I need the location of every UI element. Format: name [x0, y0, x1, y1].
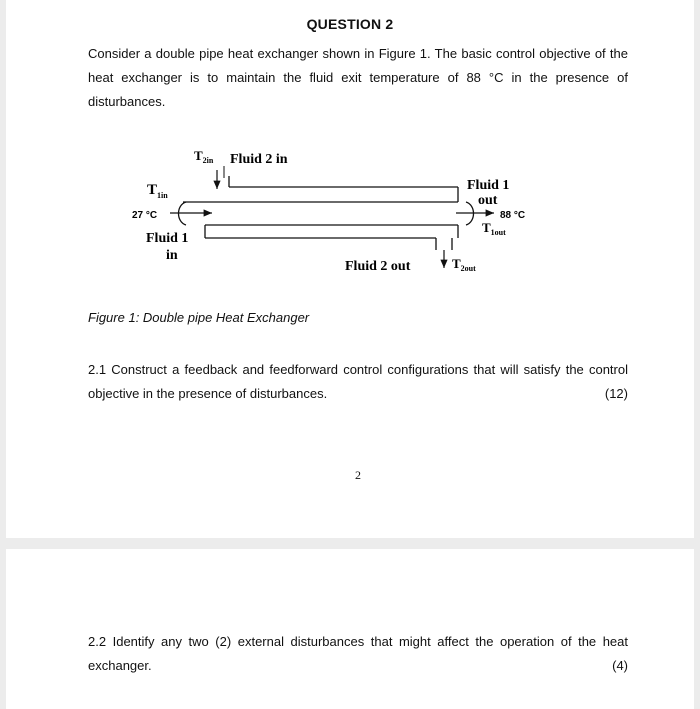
fluid1-in-label-line2: in [166, 248, 178, 263]
fluid1-out-label-line1: Fluid 1 [467, 178, 510, 193]
question-2-1-text: 2.1 Construct a feedback and feedforward control configurations that will satisfy the control objective in the presence of disturbances. [88, 362, 628, 401]
question-2-2 [88, 630, 628, 678]
figure-caption: Figure 1: Double pipe Heat Exchanger [88, 310, 310, 325]
t1in-label: $T_{1in}$ [147, 182, 168, 200]
question-2-1 [88, 358, 628, 406]
question-2-2-text: 2.2 Identify any two (2) external disturbances that might affect the operation of the heat exchanger. [88, 634, 628, 673]
inlet-temperature: 27 °C [132, 210, 158, 221]
fluid1-out-label-line2: out [478, 193, 498, 208]
question-intro: Consider a double pipe heat exchanger shown in Figure 1. The basic control objective of the heat exchanger is to maintain the fluid exit temperature of 88 °C in the presence of disturbances. [88, 46, 628, 109]
outer-pipe [183, 176, 458, 250]
question-2-1-marks: (12) [604, 386, 628, 401]
page-number: 2 [355, 468, 361, 482]
t2in-label: $T_{2in}$ [194, 148, 214, 165]
outlet-temperature: 88 °C [500, 210, 526, 221]
fluid1-in-label-line1: Fluid 1 [146, 231, 189, 246]
fluid2-in-label: Fluid 2 in [230, 152, 288, 167]
fluid2-out-label: Fluid 2 out [345, 259, 411, 274]
t2out-label: $T_{2out}$ [452, 256, 476, 273]
question-title: QUESTION 2 [306, 16, 394, 32]
question-2-2-marks: (4) [612, 658, 628, 673]
t1out-label: $T_{1out}$ [482, 220, 506, 237]
